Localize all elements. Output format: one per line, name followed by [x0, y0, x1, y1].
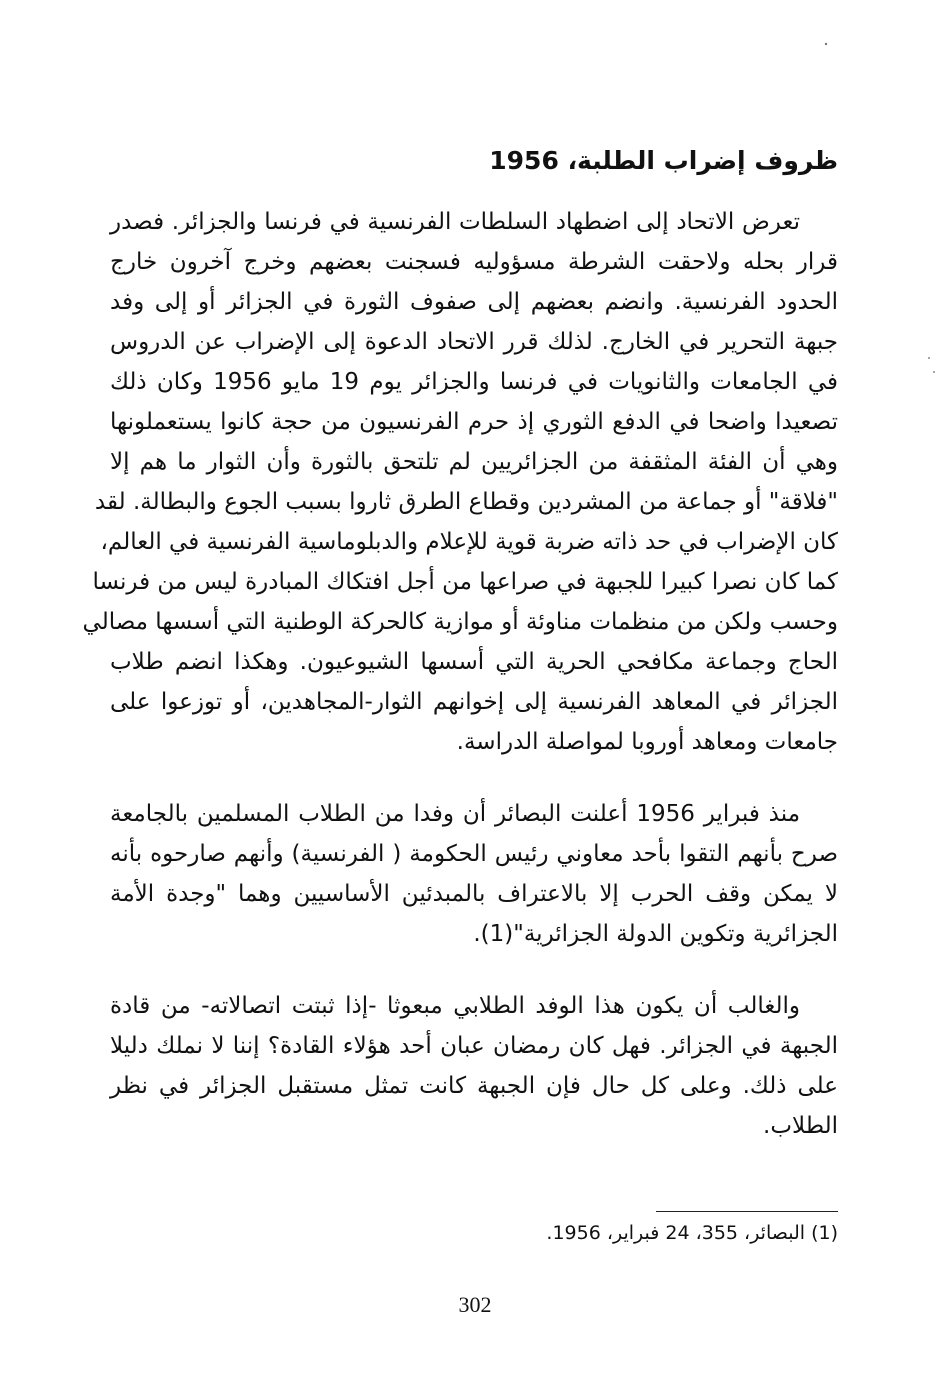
paragraph-line: جامعات ومعاهد أوروبا لمواصلة الدراسة. [456, 729, 838, 755]
speck [928, 357, 930, 359]
paragraph-line: وهي أن الفئة المثقفة من الجزائريين لم تلتحق بالثورة وأن الثوار ما هم إلا [110, 449, 838, 475]
paragraph-line: صرح بأنهم التقوا بأحد معاوني رئيس الحكومة ( الفرنسية) وأنهم صارحوه بأنه [110, 841, 838, 867]
paragraph-line: الحدود الفرنسية. وانضم بعضهم إلى صفوف الثورة في الجزائر أو إلى وفد [110, 289, 838, 315]
paragraph-line: تعرض الاتحاد إلى اضطهاد السلطات الفرنسية في فرنسا والجزائر. فصدر [110, 209, 800, 235]
paragraph-line: منذ فبراير 1956 أعلنت البصائر أن وفدا من الطلاب المسلمين بالجامعة [110, 801, 801, 827]
paragraph-line: "فلاقة" أو جماعة من المشردين وقطاع الطرق ثاروا بسبب الجوع والبطالة. لقد [94, 489, 838, 515]
speck [933, 371, 935, 373]
section-heading: ظروف إضراب الطلبة، 1956 [489, 146, 838, 175]
paragraph-line: لا يمكن وقف الحرب إلا بالاعتراف بالمبدئين الأساسيين وهما "وجدة الأمة [110, 881, 838, 907]
paragraph-line: وحسب ولكن من منظمات مناوئة أو موازية كالحركة الوطنية التي أسسها مصالي [82, 609, 838, 635]
footnote-divider [656, 1211, 838, 1212]
page-number: 302 [458, 1292, 492, 1317]
speck [825, 43, 827, 45]
paragraph-line: الطلاب. [763, 1113, 838, 1139]
paragraph-line: تصعيدا واضحا في الدفع الثوري إذ حرم الفرنسيون من حجة كانوا يستعملونها [110, 409, 838, 435]
paragraph-line: كان الإضراب في حد ذاته ضربة قوية للإعلام والدبلوماسية الفرنسية في العالم، [100, 529, 838, 555]
paragraph-line: الجبهة في الجزائر. فهل كان رمضان عبان أحد هؤلاء القادة؟ إننا لا نملك دليلا [110, 1033, 838, 1059]
paragraph-line: على ذلك. وعلى كل حال فإن الجبهة كانت تمثل مستقبل الجزائر في نظر [110, 1073, 838, 1099]
paragraph-line: كما كان نصرا كبيرا للجبهة في صراعها من أجل افتكاك المبادرة ليس من فرنسا [92, 569, 838, 595]
paragraph-line: جبهة التحرير في الخارج. لذلك قرر الاتحاد الدعوة إلى الإضراب عن الدروس [110, 329, 838, 355]
paragraph-line: الحاج وجماعة مكافحي الحرية التي أسسها الشيوعيون. وهكذا انضم طلاب [110, 649, 838, 675]
paragraph-line: الجزائر في المعاهد الفرنسية إلى إخوانهم الثوار-المجاهدين، أو توزعوا على [110, 689, 838, 715]
paragraph-line: في الجامعات والثانويات في فرنسا والجزائر يوم 19 مايو 1956 وكان ذلك [110, 369, 839, 395]
footnote: (1) البصائر، 355، 24 فبراير، 1956. [546, 1222, 838, 1244]
paragraph-line: قرار بحله ولاحقت الشرطة مسؤوليه فسجنت بعضهم وخرج آخرون خارج [110, 249, 838, 275]
paragraph-line: الجزائرية وتكوين الدولة الجزائرية"(1). [473, 921, 838, 947]
paragraph-line: والغالب أن يكون هذا الوفد الطلابي مبعوثا -إذا ثبتت اتصالاته- من قادة [110, 993, 800, 1019]
